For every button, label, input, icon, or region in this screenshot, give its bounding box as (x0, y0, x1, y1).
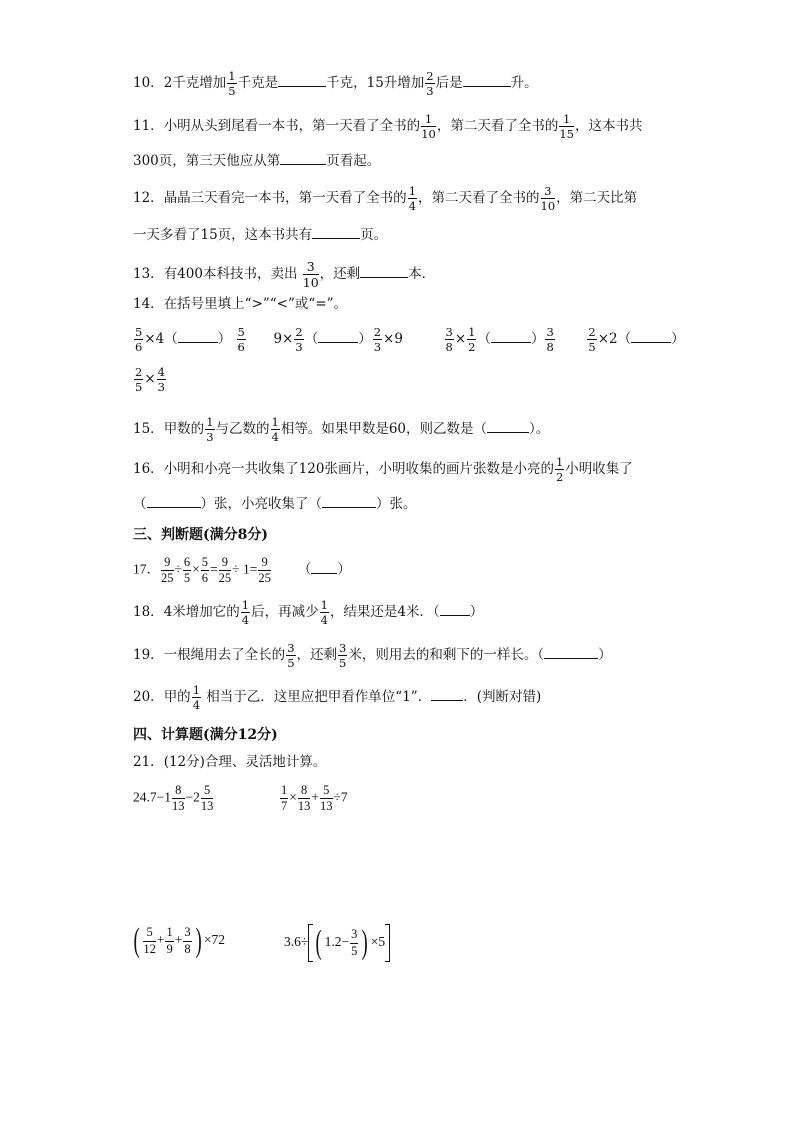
text: ） (598, 647, 612, 664)
fraction: $\frac{5}{6}$ (201, 555, 209, 586)
fraction: $\frac{1}{15}$ (559, 112, 574, 142)
fraction: $\frac{3}{10}$ (540, 184, 556, 214)
fraction: $\frac{8}{13}$ (172, 783, 185, 814)
section-heading-calculation: 四、计算题(满分12分) (133, 727, 278, 743)
answer-blank[interactable] (440, 603, 470, 616)
question-14 (133, 298, 347, 312)
answer-blank[interactable] (322, 495, 376, 508)
fraction: $\frac{1}{4}$ (241, 598, 250, 628)
text: 本． (408, 266, 436, 283)
text: 页看起。 (326, 153, 381, 169)
fraction: $\frac{3}{5}$ (339, 641, 347, 671)
text: ，还剩 (296, 647, 338, 664)
expr-3: $\frac{3}{8}$ × $\frac{1}{2}$ （ ） $\frac{3}{8}$ (445, 325, 554, 355)
question-number: 11． (133, 118, 164, 135)
question-21 (133, 756, 326, 770)
question-14-expressions-line2: $\frac{2}{5}$ × $\frac{4}{3}$ (135, 365, 165, 395)
answer-blank[interactable] (631, 330, 671, 343)
fraction: $\frac{5}{6}$ (237, 325, 245, 355)
text: (12分)合理、灵活地计算。 (163, 754, 327, 770)
question-16 (133, 456, 633, 483)
question-16-line2: （ ）张，小亮收集了（ ）张。 (133, 496, 417, 512)
text: ，第二天看了全书的 (418, 190, 540, 207)
question-14-expressions (133, 326, 685, 353)
text: 4米增加它的 (163, 604, 240, 621)
text: 2千克增加 (163, 75, 227, 92)
question-13 (133, 260, 435, 289)
question-number: 14． (133, 296, 164, 312)
text: 千克，15升增加 (326, 75, 425, 92)
question-18 (133, 599, 483, 626)
answer-blank[interactable] (463, 74, 511, 87)
text: ，这本书共 (574, 118, 643, 135)
text: 晶晶三天看完一本书，第一天看了全书的 (163, 190, 407, 207)
text: 有400本科技书，卖出 (163, 266, 298, 283)
text: 一根绳用去了全长的 (163, 647, 286, 664)
fraction: $\frac{9}{25}$ (218, 555, 232, 586)
fraction: $\frac{1}{7}$ (281, 783, 288, 814)
fraction: $\frac{1}{4}$ (192, 683, 201, 713)
text: 与乙数的 (215, 421, 270, 438)
fraction: $\frac{3}{8}$ (184, 925, 191, 956)
answer-blank[interactable] (487, 420, 529, 433)
question-number: 12． (133, 190, 164, 207)
question-12 (133, 185, 637, 212)
fraction: $\frac{1}{4}$ (408, 184, 417, 214)
text: ，第二天比第 (556, 190, 638, 207)
text: 相等。如果甲数是60，则乙数是（ (280, 421, 488, 438)
fraction: $\frac{9}{25}$ (258, 555, 271, 586)
fraction: $\frac{9}{25}$ (161, 555, 174, 586)
fraction: $\frac{1}{4}$ (320, 598, 328, 628)
text: 米，则用去的和剩下的一样长。（ (348, 647, 545, 664)
calc-expr-2: $\frac{1}{7}$ × $\frac{8}{13}$ + $\frac{5}{13}$ ÷7 (281, 783, 348, 814)
text: 在括号里填上“>”“<”或“=”。 (163, 296, 348, 312)
fraction: $\frac{8}{13}$ (297, 783, 311, 814)
text: 页。 (360, 227, 388, 243)
text: ）。 (529, 421, 550, 438)
text: 后是 (435, 75, 463, 92)
fraction: $\frac{3}{8}$ (445, 325, 453, 355)
fraction: $\frac{1}{10}$ (421, 112, 436, 142)
question-19 (133, 642, 612, 669)
fraction: $\frac{1}{2}$ (555, 455, 564, 485)
fraction: $\frac{3}{5}$ (287, 641, 295, 671)
answer-blank[interactable] (311, 561, 337, 574)
question-17: 17． $\frac{9}{25}$ ÷ $\frac{6}{5}$ × $\frac{5}{6}$ = $\frac{9}{25}$ ÷ 1= $\frac{9}{25}$ （ ） (133, 555, 351, 586)
question-11 (133, 113, 642, 140)
fraction: $\frac{5}{13}$ (320, 783, 333, 814)
question-number: 16． (133, 461, 164, 478)
calc-expr-3: ( $\frac{5}{12}$ + $\frac{1}{9}$ + $\frac{3}{8}$ ) ×72 (133, 922, 226, 959)
text: 小明从头到尾看一本书，第一天看了全书的 (163, 118, 421, 135)
fraction: $\frac{2}{3}$ (373, 325, 382, 355)
text: 后，再减少 (251, 604, 319, 621)
question-number: 15． (133, 421, 164, 438)
question-number: 20． (133, 689, 164, 706)
fraction: $\frac{1}{2}$ (468, 325, 476, 355)
question-number: 18． (133, 604, 164, 621)
fraction: $\frac{2}{5}$ (588, 325, 596, 355)
expr-2: 9× $\frac{2}{3}$ （ ） $\frac{2}{3}$ ×9 (273, 325, 403, 355)
fraction: $\frac{1}{4}$ (271, 415, 279, 445)
fraction: $\frac{2}{5}$ (135, 365, 143, 395)
question-10 (133, 70, 538, 97)
fraction: $\frac{3}{10}$ (302, 259, 319, 291)
text: ，还剩 (319, 266, 361, 283)
fraction: $\frac{4}{3}$ (157, 365, 165, 395)
question-11-line2 (133, 152, 380, 169)
fraction: $\frac{5}{13}$ (200, 783, 214, 814)
calc-expr-1: 24.7−1 $\frac{8}{13}$ −2 $\frac{5}{13}$ (133, 783, 214, 814)
text: 甲的 (163, 689, 191, 706)
answer-blank[interactable] (178, 330, 218, 343)
text: 升。 (510, 75, 538, 92)
fraction: $\frac{5}{12}$ (143, 925, 156, 956)
fraction: $\frac{6}{5}$ (183, 555, 191, 586)
fraction: $\frac{1}{3}$ (206, 415, 214, 445)
fraction: $\frac{5}{6}$ (135, 325, 143, 355)
text: 小明和小亮一共收集了120张画片，小明收集的画片张数是小亮的 (163, 461, 554, 478)
fraction: $\frac{3}{5}$ (351, 927, 358, 958)
question-20 (133, 684, 541, 711)
text: ．(判断对错) (463, 689, 542, 706)
expr-1: $\frac{5}{6}$ ×4（ ） $\frac{5}{6}$ (135, 325, 245, 355)
question-number: 13． (133, 266, 164, 283)
answer-blank[interactable] (147, 495, 201, 508)
fraction: $\frac{2}{3}$ (295, 325, 303, 355)
answer-blank[interactable] (431, 688, 463, 701)
answer-blank[interactable] (318, 330, 358, 343)
answer-blank[interactable] (360, 265, 408, 278)
text: ，第二天看了全书的 (436, 118, 559, 135)
fraction: $\frac{1}{9}$ (166, 925, 173, 956)
text: ，结果还是4米．（ (329, 604, 440, 621)
answer-blank[interactable] (278, 74, 326, 87)
question-number: 21． (133, 754, 164, 770)
answer-blank[interactable] (491, 330, 531, 343)
text: 一天多看了15页，这本书共有 (133, 227, 313, 243)
section-heading-judgement: 三、判断题(满分8分) (133, 527, 268, 543)
answer-blank[interactable] (312, 226, 360, 239)
answer-blank[interactable] (544, 646, 598, 659)
text: ） (469, 604, 484, 621)
fraction: $\frac{3}{8}$ (546, 325, 554, 355)
answer-blank[interactable] (280, 152, 326, 165)
text: 300页，第三天他应从第 (133, 153, 281, 169)
text: 甲数的 (163, 421, 205, 438)
question-15 (133, 416, 549, 443)
question-number: 19． (133, 647, 164, 664)
text: 相当于乙．这里应把甲看作单位“1”． (202, 689, 432, 706)
text: 千克是 (237, 75, 279, 92)
question-number: 17． (133, 561, 160, 577)
calc-expr-4: 3.6÷ ( 1.2− $\frac{3}{5}$ ) ×5 (284, 924, 390, 962)
question-number: 10． (133, 75, 164, 92)
question-12-line2 (133, 226, 387, 243)
text: 小明收集了 (565, 461, 633, 478)
fraction: $\frac{2}{3}$ (426, 69, 434, 99)
expr-4: $\frac{2}{5}$ ×2（ ） (588, 325, 685, 355)
fraction: $\frac{1}{5}$ (228, 69, 236, 99)
